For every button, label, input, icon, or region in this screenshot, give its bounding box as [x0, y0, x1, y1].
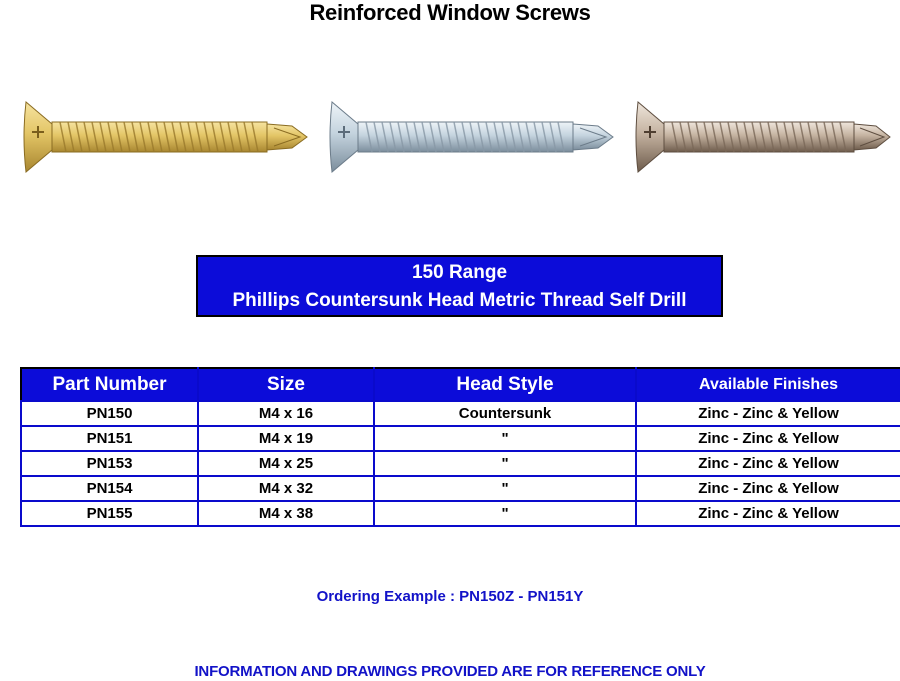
disclaimer: INFORMATION AND DRAWINGS PROVIDED ARE FOR REFERENCE ONLY	[194, 663, 706, 680]
cell-head-style: "	[374, 476, 636, 501]
cell-head-style: Countersunk	[374, 401, 636, 426]
cell-size: M4 x 16	[198, 401, 374, 426]
table-row	[21, 476, 900, 501]
cell-finishes: Zinc - Zinc & Yellow	[636, 426, 900, 451]
header-available-finishes: Available Finishes	[636, 368, 900, 401]
range-banner	[196, 255, 723, 317]
cell-size: M4 x 19	[198, 426, 374, 451]
ordering-example: Ordering Example : PN150Z - PN151Y	[316, 588, 584, 605]
table-header-row	[21, 368, 900, 401]
parts-table	[20, 367, 900, 527]
cell-head-style: "	[374, 451, 636, 476]
cell-part-number: PN150	[21, 401, 198, 426]
header-size: Size	[198, 368, 374, 401]
cell-finishes: Zinc - Zinc & Yellow	[636, 401, 900, 426]
page-title: Reinforced Window Screws	[309, 0, 591, 25]
cell-size: M4 x 38	[198, 501, 374, 526]
screw-images	[0, 92, 900, 182]
cell-finishes: Zinc - Zinc & Yellow	[636, 451, 900, 476]
cell-part-number: PN151	[21, 426, 198, 451]
range-description: Phillips Countersunk Head Metric Thread Self Drill	[232, 290, 687, 311]
range-title: 150 Range	[411, 262, 508, 283]
cell-finishes: Zinc - Zinc & Yellow	[636, 501, 900, 526]
cell-part-number: PN155	[21, 501, 198, 526]
cell-finishes: Zinc - Zinc & Yellow	[636, 476, 900, 501]
cell-part-number: PN153	[21, 451, 198, 476]
header-head-style: Head Style	[374, 368, 636, 401]
cell-head-style: "	[374, 426, 636, 451]
cell-head-style: "	[374, 501, 636, 526]
table-row	[21, 401, 900, 426]
table-row	[21, 501, 900, 526]
zinc-screw-image	[328, 92, 618, 182]
table-row	[21, 451, 900, 476]
header-part-number: Part Number	[21, 368, 198, 401]
yellow-zinc-screw-image	[22, 92, 312, 182]
cell-size: M4 x 25	[198, 451, 374, 476]
cell-part-number: PN154	[21, 476, 198, 501]
cell-size: M4 x 32	[198, 476, 374, 501]
table-row	[21, 426, 900, 451]
stainless-screw-image	[604, 92, 894, 182]
